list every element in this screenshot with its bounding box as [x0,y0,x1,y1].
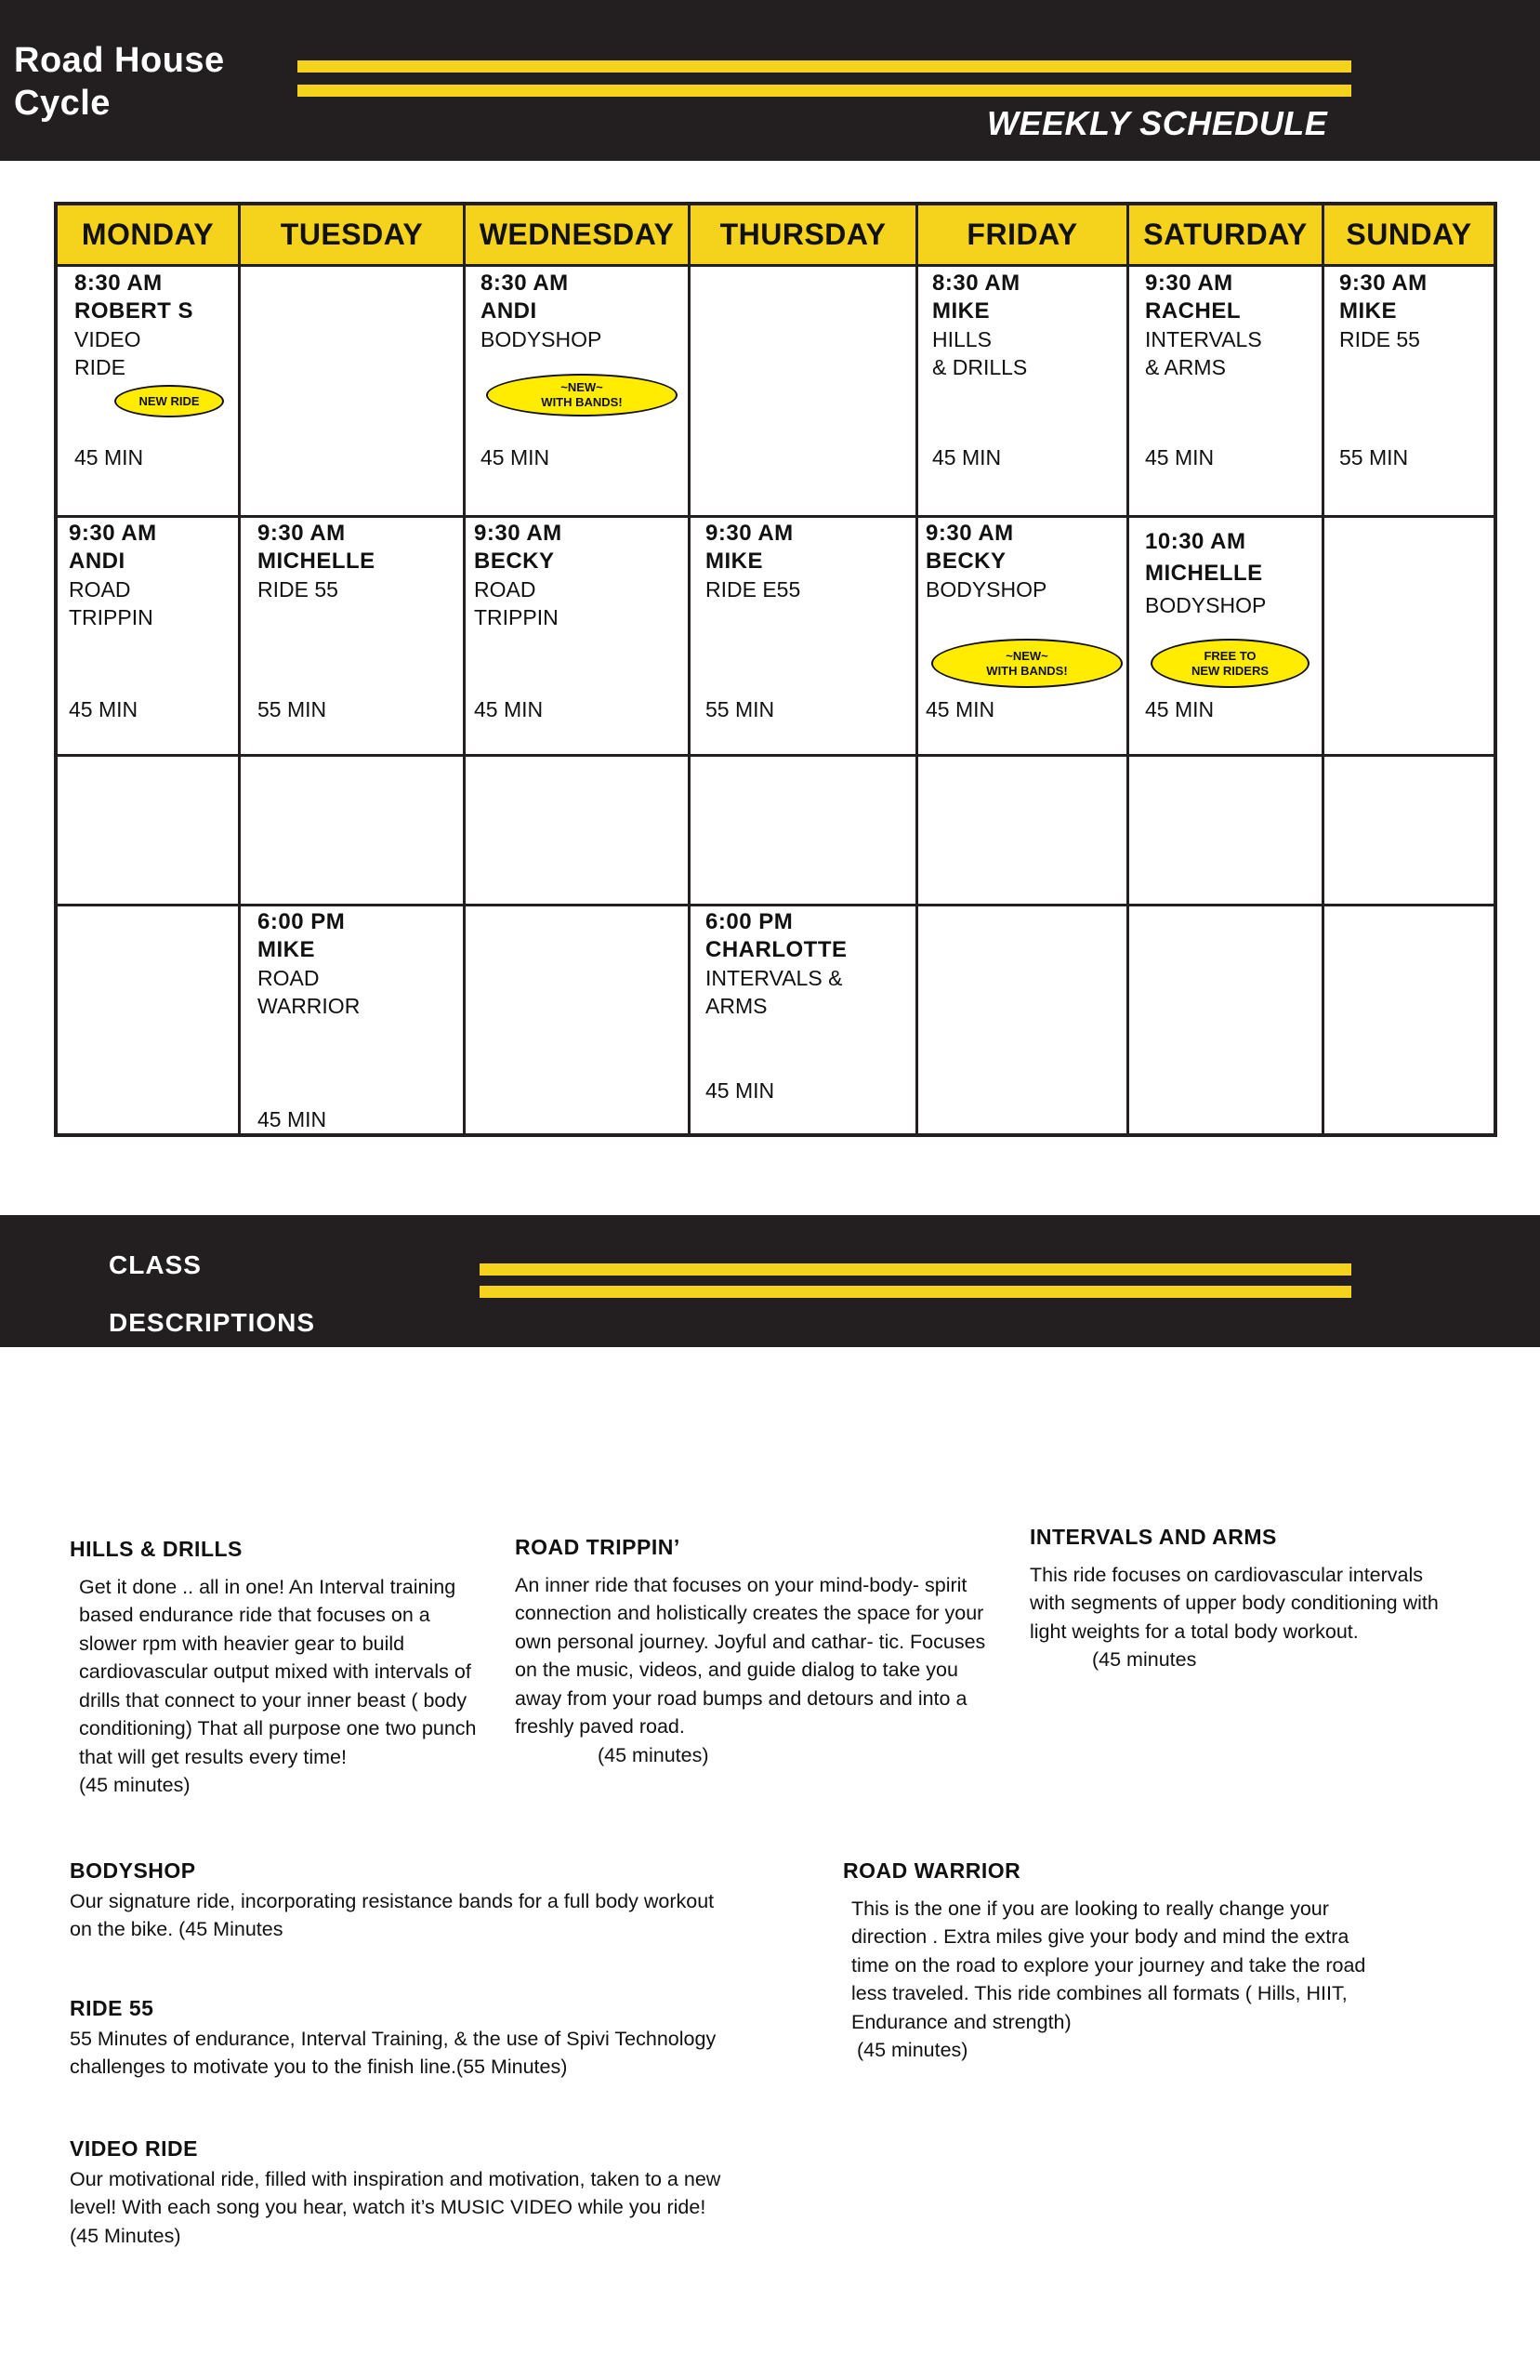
description-text: Our signature ride, incorporating resistance bands for a full body workout [70,1889,715,1912]
brand-line-1: Road House [14,41,225,80]
description-bodyshop [70,1857,813,1944]
class-slot [1339,270,1488,511]
class-name: WARRIOR [257,994,361,1018]
new-ride-badge: NEW RIDE [114,385,224,417]
description-hills-and-drills [70,1535,516,1800]
description-text: Endurance and strength) [851,2010,1072,2033]
class-name: VIDEO [74,327,141,351]
description-text: time on the road to explore your journey and take the road [851,1953,1366,1977]
new-with-bands-badge: ~NEW~ WITH BANDS! [931,639,1123,688]
description-text: away from your road bumps and detours and into a [515,1686,967,1710]
class-slot [480,270,685,511]
free-to-new-riders-badge: FREE TO NEW RIDERS [1151,639,1310,688]
grid-divider [58,754,1494,757]
description-text: Get it done .. all in one! An Interval training [79,1575,456,1598]
description-title: ROAD TRIPPIN’ [515,1535,680,1559]
description-title: HILLS & DRILLS [70,1537,243,1561]
class-time: 9:30 AM [1339,271,1428,296]
class-name: INTERVALS [1145,327,1262,351]
class-instructor: CHARLOTTE [705,937,848,962]
description-title: VIDEO RIDE [70,2136,198,2161]
class-duration: 45 MIN [1145,697,1215,721]
class-slot [932,270,1123,511]
descriptions-title-line-2: DESCRIPTIONS [109,1308,316,1337]
class-name: & ARMS [1145,355,1226,379]
description-text: direction . Extra miles give your body and mind the extra [851,1925,1349,1948]
description-text: less traveled. This ride combines all formats ( Hills, HIIT, [851,1982,1348,2004]
class-instructor: MICHELLE [1145,561,1263,586]
class-duration: 45 MIN [74,445,144,469]
class-time: 9:30 AM [69,521,157,546]
class-slot [1145,270,1317,511]
grid-divider [58,904,1494,906]
description-text: drills that connect to your inner beast ( body [79,1688,467,1712]
description-text: (45 Minutes) [70,2224,181,2247]
class-slot [705,908,912,1131]
description-text: (45 minutes) [851,2039,968,2061]
class-slot [257,520,460,752]
day-header-friday: FRIDAY [918,205,1126,264]
grid-divider [1126,205,1129,1133]
class-instructor: ROBERT S [74,298,194,324]
day-header-tuesday: TUESDAY [241,205,463,264]
class-name: ARMS [705,994,768,1018]
grid-divider [688,205,691,1133]
description-text: An inner ride that focuses on your mind-body- spirit [515,1573,967,1596]
class-time: 8:30 AM [480,271,569,296]
grid-divider [58,515,1494,518]
class-time: 9:30 AM [705,521,794,546]
description-title: BODYSHOP [70,1858,196,1883]
class-time: 10:30 AM [1145,529,1246,554]
class-name: & DRILLS [932,355,1028,379]
class-duration: 45 MIN [257,1107,327,1131]
grid-divider [58,264,1494,267]
class-time: 8:30 AM [932,271,1020,296]
class-name: BODYSHOP [926,577,1047,602]
class-name: RIDE 55 [1339,327,1420,351]
description-text: slower rpm with heavier gear to build [79,1632,405,1655]
weekly-schedule-title: WEEKLY SCHEDULE [987,104,1328,142]
description-text: on the bike. (45 Minutes [70,1918,283,1940]
class-duration: 55 MIN [1339,445,1409,469]
class-duration: 45 MIN [1145,445,1215,469]
brand-logo-text [14,39,225,125]
class-instructor: MIKE [257,937,315,962]
description-text: own personal journey. Joyful and cathar- tic. Focuses [515,1630,986,1653]
description-text: on the music, videos, and guide dialog to take you [515,1659,958,1681]
class-time: 6:00 PM [705,909,794,934]
description-text: connection and holistically creates the space for your [515,1602,984,1624]
description-title: INTERVALS AND ARMS [1030,1525,1277,1549]
class-slot [257,908,460,1131]
descriptions-title-line-1: CLASS [109,1250,202,1279]
class-duration: 45 MIN [480,445,550,469]
class-instructor: MIKE [1339,298,1397,324]
class-instructor: MIKE [705,549,763,574]
class-name: TRIPPIN [69,605,153,629]
grid-divider [1322,205,1324,1133]
description-text: (45 minutes) [598,1743,709,1766]
class-duration: 45 MIN [705,1078,775,1103]
class-time: 6:00 PM [257,909,346,934]
class-time: 9:30 AM [1145,271,1233,296]
class-duration: 45 MIN [474,697,544,721]
description-title: RIDE 55 [70,1996,154,2020]
description-text: This is the one if you are looking to really change your [851,1897,1329,1920]
description-video-ride [70,2135,813,2250]
description-text: light weights for a total body workout. [1030,1620,1359,1643]
class-slot [474,520,684,752]
description-text: (45 minutes [1092,1648,1197,1671]
class-name: BODYSHOP [1145,593,1267,617]
class-time: 9:30 AM [474,521,562,546]
descriptions-stripe-2 [480,1286,1351,1298]
class-duration: 45 MIN [932,445,1002,469]
grid-divider [463,205,466,1133]
class-name: TRIPPIN [474,605,559,629]
class-instructor: ANDI [69,549,125,574]
description-road-warrior [843,1857,1419,2065]
class-name: RIDE 55 [257,577,338,602]
grid-divider [238,205,241,1133]
day-header-saturday: SATURDAY [1129,205,1322,264]
class-slot [705,520,912,752]
description-text: based endurance ride that focuses on a [79,1604,430,1626]
description-text: that will get results every time! [79,1745,347,1768]
class-name: INTERVALS & [705,966,843,990]
class-instructor: BECKY [926,549,1007,574]
class-name: HILLS [932,327,992,351]
description-text: 55 Minutes of endurance, Interval Training, & the use of Spivi Technology [70,2027,717,2050]
class-instructor: MICHELLE [257,549,375,574]
header-band [0,0,1540,161]
grid-divider [915,205,918,1133]
description-text: level! With each song you hear, watch it’s MUSIC VIDEO while you ride! [70,2196,706,2218]
new-with-bands-badge: ~NEW~ WITH BANDS! [486,374,678,416]
class-name: ROAD [257,966,320,990]
class-instructor: ANDI [480,298,537,324]
class-slot [69,520,234,752]
description-text: conditioning) That all purpose one two punch [79,1717,477,1739]
class-duration: 45 MIN [926,697,995,721]
class-name: ROAD [474,577,536,602]
class-slot [1145,526,1317,752]
class-duration: 55 MIN [257,697,327,721]
class-instructor: RACHEL [1145,298,1241,324]
class-time: 8:30 AM [74,271,163,296]
class-duration: 55 MIN [705,697,775,721]
class-name: BODYSHOP [480,327,602,351]
header-stripe-1 [297,60,1351,73]
description-text: (45 minutes) [79,1774,191,1796]
schedule-grid [54,202,1497,1137]
descriptions-header-band [0,1215,1540,1347]
descriptions-stripe-1 [480,1263,1351,1276]
description-text: with segments of upper body conditioning with [1030,1592,1439,1614]
class-name: RIDE E55 [705,577,801,602]
class-slot [926,520,1123,752]
brand-line-2: Cycle [14,84,111,123]
class-slot [74,270,232,511]
description-road-trippin [515,1533,1035,1769]
description-text: freshly paved road. [515,1715,685,1738]
description-text: Our motivational ride, filled with inspiration and motivation, taken to a new [70,2167,721,2190]
day-header-monday: MONDAY [58,205,238,264]
class-name: ROAD [69,577,131,602]
description-intervals-and-arms [1030,1523,1513,1674]
day-header-sunday: SUNDAY [1324,205,1494,264]
description-text: This ride focuses on cardiovascular intervals [1030,1563,1424,1586]
class-instructor: BECKY [474,549,555,574]
day-header-wednesday: WEDNESDAY [466,205,688,264]
description-text: challenges to motivate you to the finish line.(55 Minutes) [70,2056,568,2078]
day-header-thursday: THURSDAY [691,205,915,264]
class-name: RIDE [74,355,125,379]
class-instructor: MIKE [932,298,990,324]
class-time: 9:30 AM [257,521,346,546]
description-ride-55 [70,1994,813,2082]
class-duration: 45 MIN [69,697,138,721]
header-stripe-2 [297,85,1351,97]
description-text: cardiovascular output mixed with intervals of [79,1660,471,1683]
description-title: ROAD WARRIOR [843,1858,1021,1883]
class-time: 9:30 AM [926,521,1014,546]
